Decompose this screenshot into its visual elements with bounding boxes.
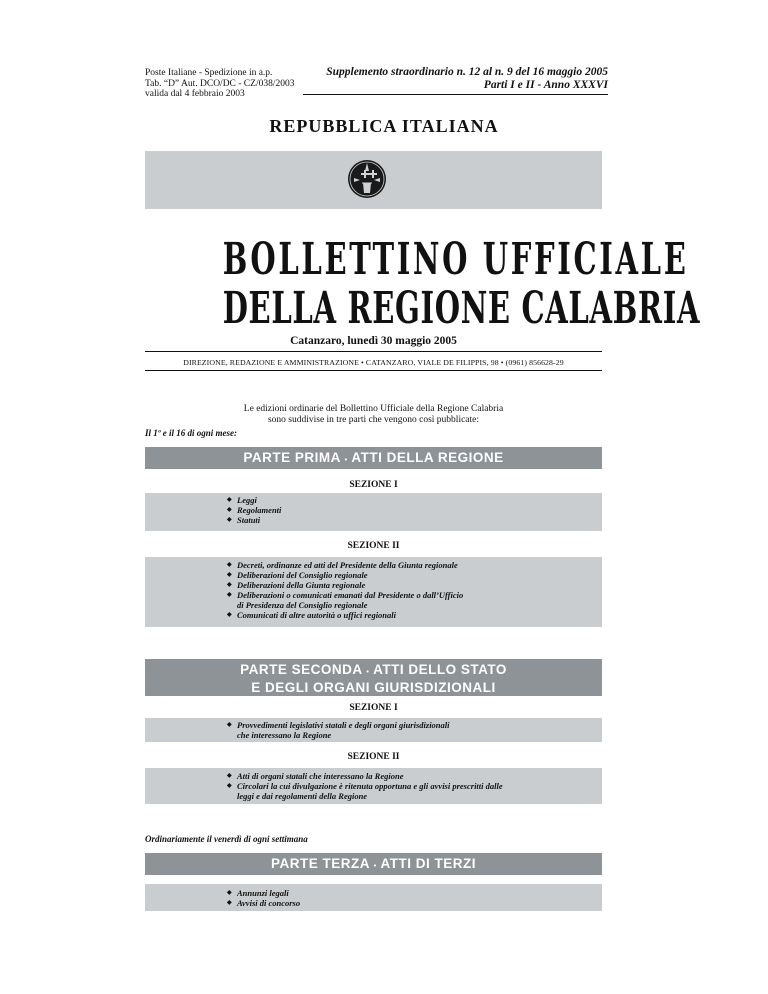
bullet-separator: • (373, 863, 377, 870)
masthead-rule-top (145, 351, 602, 352)
bullet-separator: • (344, 457, 348, 464)
editorial-address: DIREZIONE, REDAZIONE E AMMINISTRAZIONE • CATANZARO, VIALE DE FILIPPIS, 98 • (0961) 856628-29 (183, 358, 564, 367)
republic-title: REPUBBLICA ITALIANA (269, 116, 499, 136)
part-three-box (145, 884, 602, 911)
issue-date: Catanzaro, lunedì 30 maggio 2005 (290, 335, 457, 347)
supplement-line: Supplemento straordinario n. 12 al n. 9 del 16 maggio 2005 (326, 66, 608, 78)
part-two-title-line1 (145, 662, 602, 680)
list-item: ◆ Deliberazioni del Consiglio regionale (227, 570, 602, 580)
list-item: ◆ Comunicati di altre autorità o uffici regionali (227, 610, 602, 620)
list-item: ◆ Deliberazioni o comunicati emanati dal Presidente o dall’Ufficio di Presidenza del Consiglio regionale (227, 590, 602, 610)
supplement-parts-line: Parti I e II - Anno XXXVI (483, 78, 608, 91)
edition-intro (145, 404, 602, 426)
masthead-rule-bottom (145, 370, 602, 371)
postal-info-line: Tab. “D” Aut. DCO/DC - CZ/038/2003 (145, 78, 295, 89)
part-one-title-b: ATTI DELLA REGIONE (351, 450, 504, 465)
frequency-part-3: Ordinariamente il venerdì di ogni settimana (145, 834, 308, 844)
list-item: ◆ Regolamenti (227, 505, 602, 515)
masthead-title-line2: DELLA REGIONE CALABRIA (222, 283, 701, 334)
postal-info (145, 68, 294, 100)
regione-calabria-emblem-icon (347, 159, 387, 199)
list-item: ◆ Circolari la cui divulgazione è ritenuta opportuna e gli avvisi prescritti dalle leggi e dai regolamenti della Regione (227, 781, 602, 801)
part-two-bar (145, 659, 602, 696)
list-item: ◆ Deliberazioni della Giunta regionale (227, 580, 602, 590)
part-three-title-b: ATTI DI TERZI (380, 856, 476, 871)
part-two-title-line2: E DEGLI ORGANI GIURISDIZIONALI (251, 680, 496, 695)
part-two-section-2-title: SEZIONE II (347, 752, 400, 762)
list-item: ◆ Avvisi di concorso (227, 898, 602, 908)
part-two-section-1-title: SEZIONE I (349, 703, 398, 713)
part-two-section-1-box (145, 718, 602, 742)
header-divider (303, 94, 608, 95)
supplement-info (326, 66, 608, 91)
part-three-title-a: PARTE TERZA (271, 856, 370, 871)
list-item: ◆ Provvedimenti legislativi statali e degli organi giurisdizionali che interessano la Regione (227, 720, 602, 740)
bullet-separator: • (366, 669, 370, 676)
postal-info-line: Poste Italiane - Spedizione in a.p. (145, 68, 273, 78)
part-two-title-a: PARTE SECONDA (240, 662, 363, 677)
part-one-title-a: PARTE PRIMA (243, 450, 341, 465)
list-item: ◆ Annunzi legali (227, 888, 602, 898)
list-item: ◆ Atti di organi statali che interessano la Regione (227, 771, 602, 781)
part-one-section-2-title: SEZIONE II (347, 541, 400, 551)
list-item: ◆ Statuti (227, 515, 602, 525)
part-one-section-1-title: SEZIONE I (349, 480, 398, 490)
part-one-section-1-box (145, 493, 602, 531)
part-one-bar (145, 447, 602, 469)
part-one-section-2-box (145, 557, 602, 627)
frequency-parts-1-2: Il 1º e il 16 di ogni mese: (145, 428, 237, 438)
edition-intro-line: Le edizioni ordinarie del Bollettino Ufficiale della Regione Calabria (243, 404, 504, 414)
postal-info-line: valida dal 4 febbraio 2003 (145, 89, 245, 99)
part-two-section-2-box (145, 768, 602, 804)
edition-intro-line: sono suddivise in tre parti che vengono così pubblicate: (267, 415, 480, 425)
list-item: ◆ Leggi (227, 495, 602, 505)
part-three-bar (145, 853, 602, 875)
list-item: ◆ Decreti, ordinanze ed atti del Presidente della Giunta regionale (227, 560, 602, 570)
part-two-title-b: ATTI DELLO STATO (373, 662, 507, 677)
masthead-title-line1: BOLLETTINO UFFICIALE (222, 234, 689, 285)
